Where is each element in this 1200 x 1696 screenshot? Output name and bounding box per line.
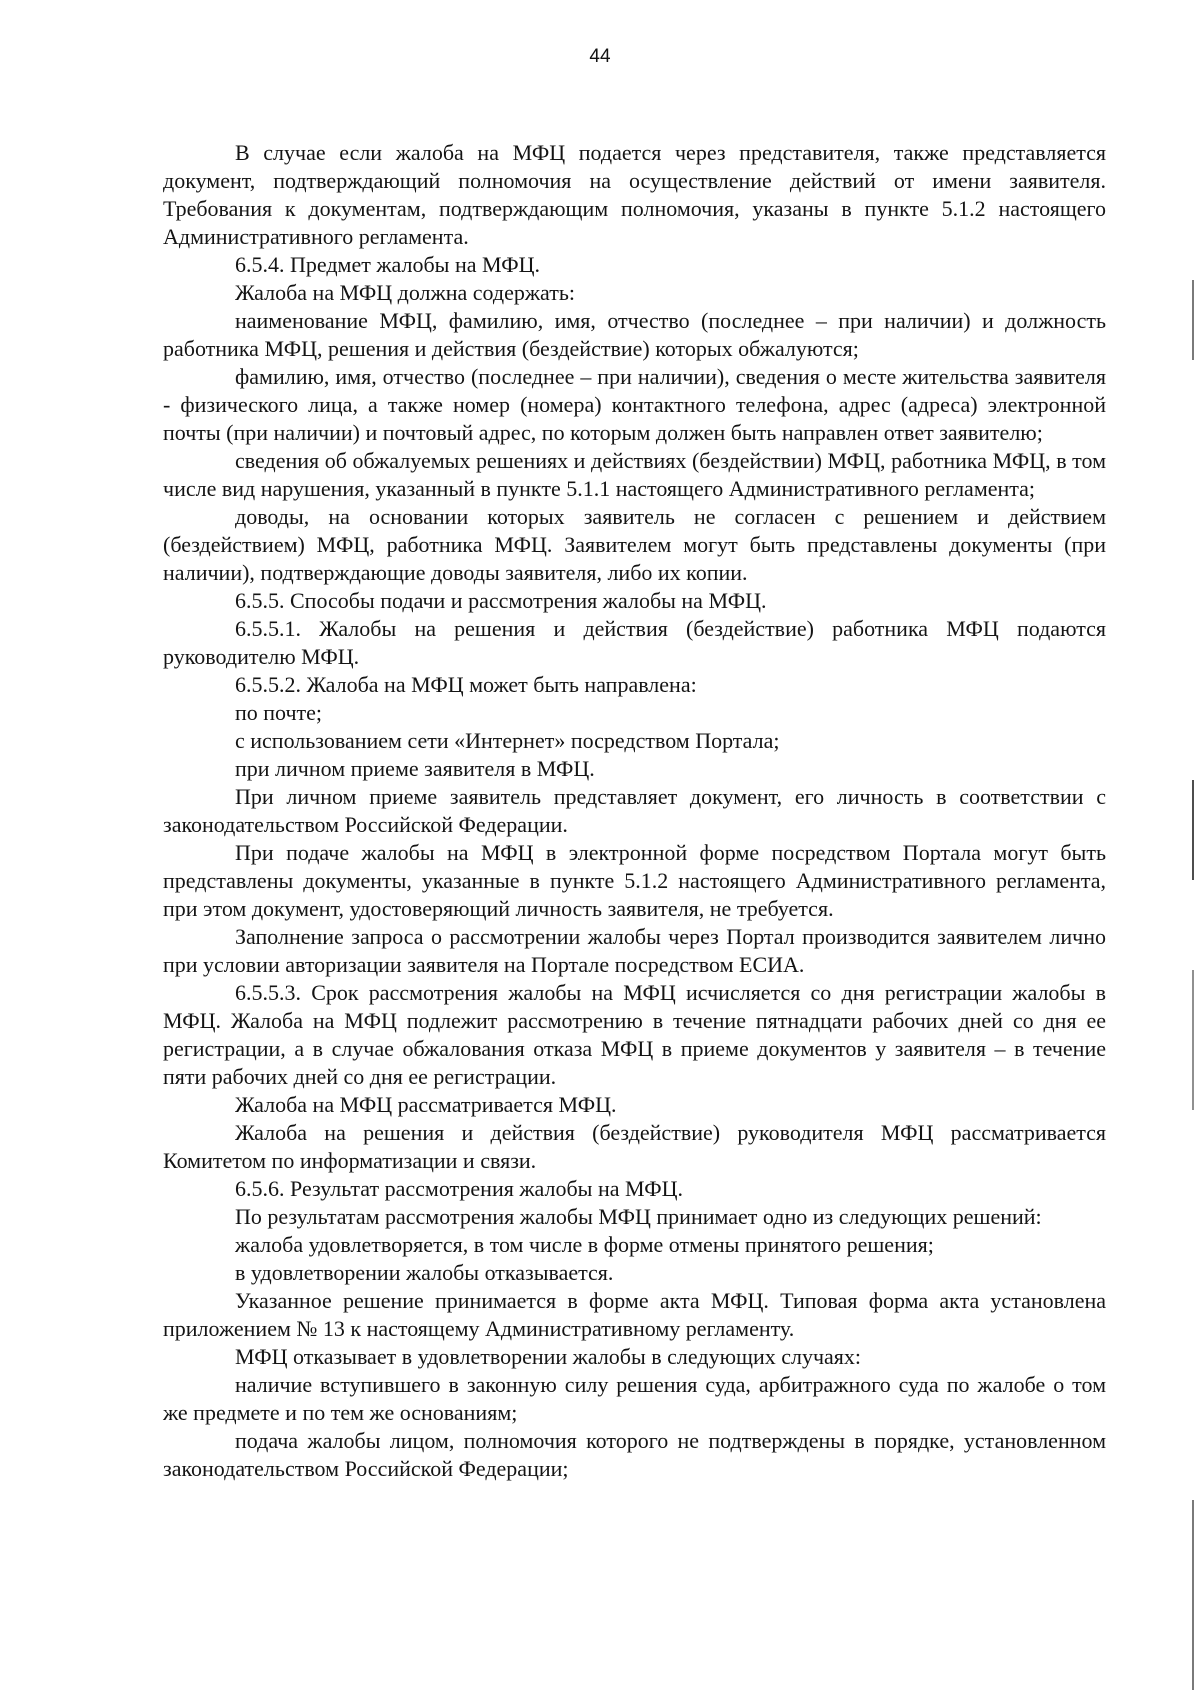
- paragraph: 6.5.5. Способы подачи и рассмотрения жалобы на МФЦ.: [235, 588, 767, 613]
- scan-edge-mark: [1192, 780, 1194, 880]
- paragraph: 6.5.5.2. Жалоба на МФЦ может быть направлена:: [235, 672, 697, 697]
- paragraph: При подаче жалобы на МФЦ в электронной форме посредством Портала могут быть представлены документы, указанные в пункте 5.1.2 настоящего Административного регламента, при этом документ, удостоверяющий личность заявителя, не требуется.: [163, 840, 1106, 921]
- scan-edge-mark: [1192, 1500, 1194, 1690]
- paragraph: Жалоба на МФЦ рассматривается МФЦ.: [235, 1092, 617, 1117]
- paragraph: 6.5.6. Результат рассмотрения жалобы на МФЦ.: [235, 1176, 684, 1201]
- paragraph: в удовлетворении жалобы отказывается.: [235, 1260, 614, 1285]
- paragraph: жалоба удовлетворяется, в том числе в форме отмены принятого решения;: [235, 1232, 934, 1257]
- paragraph: 6.5.4. Предмет жалобы на МФЦ.: [235, 252, 541, 277]
- scan-edge-mark: [1192, 970, 1194, 1110]
- paragraph: Заполнение запроса о рассмотрении жалобы через Портал производится заявителем лично при условии авторизации заявителя на Портале посредством ЕСИА.: [163, 924, 1106, 977]
- paragraph: Жалоба на решения и действия (бездействие) руководителя МФЦ рассматривается Комитетом по информатизации и связи.: [163, 1120, 1106, 1173]
- paragraph: По результатам рассмотрения жалобы МФЦ принимает одно из следующих решений:: [235, 1204, 1042, 1229]
- paragraph: доводы, на основании которых заявитель не согласен с решением и действием (бездействием) МФЦ, работника МФЦ. Заявителем могут быть представлены документы (при наличии), подтверждающие доводы заявителя, либо их копии.: [163, 504, 1106, 585]
- paragraph: МФЦ отказывает в удовлетворении жалобы в следующих случаях:: [235, 1344, 862, 1369]
- paragraph: с использованием сети «Интернет» посредством Портала;: [235, 728, 780, 753]
- document-body: [163, 139, 1106, 1483]
- paragraph: фамилию, имя, отчество (последнее – при наличии), сведения о месте жительства заявителя - физического лица, а также номер (номера) контактного телефона, адрес (адреса) электронной почты (при наличии) и почтовый адрес, по которым должен быть направлен ответ заявителю;: [163, 364, 1106, 445]
- paragraph: При личном приеме заявитель представляет документ, его личность в соответствии с законодательством Российской Федерации.: [163, 784, 1106, 837]
- paragraph: сведения об обжалуемых решениях и действиях (бездействии) МФЦ, работника МФЦ, в том числе вид нарушения, указанный в пункте 5.1.1 настоящего Административного регламента;: [163, 448, 1106, 501]
- paragraph: наименование МФЦ, фамилию, имя, отчество (последнее – при наличии) и должность работника МФЦ, решения и действия (бездействие) которых обжалуются;: [163, 308, 1106, 361]
- scan-edge-mark: [1192, 280, 1194, 360]
- page-number: 44: [589, 46, 611, 67]
- paragraph: подача жалобы лицом, полномочия которого не подтверждены в порядке, установленном законодательством Российской Федерации;: [163, 1428, 1106, 1481]
- paragraph: при личном приеме заявителя в МФЦ.: [235, 756, 595, 781]
- paragraph: наличие вступившего в законную силу решения суда, арбитражного суда по жалобе о том же предмете и по тем же основаниям;: [163, 1372, 1106, 1425]
- paragraph: Указанное решение принимается в форме акта МФЦ. Типовая форма акта установлена приложением № 13 к настоящему Административному регламенту.: [163, 1288, 1106, 1341]
- paragraph: 6.5.5.1. Жалобы на решения и действия (бездействие) работника МФЦ подаются руководителю МФЦ.: [163, 616, 1106, 669]
- paragraph: В случае если жалоба на МФЦ подается через представителя, также представляется документ, подтверждающий полномочия на осуществление действий от имени заявителя. Требования к документам, подтверждающим полномочия, указаны в пункте 5.1.2 настоящего Административного регламента.: [163, 140, 1106, 249]
- paragraph: Жалоба на МФЦ должна содержать:: [235, 280, 576, 305]
- paragraph: по почте;: [235, 700, 323, 725]
- paragraph: 6.5.5.3. Срок рассмотрения жалобы на МФЦ исчисляется со дня регистрации жалобы в МФЦ. Жалоба на МФЦ подлежит рассмотрению в течение пятнадцати рабочих дней со дня ее регистрации, а в случае обжалования отказа МФЦ в приеме документов у заявителя – в течение пяти рабочих дней со дня ее регистрации.: [163, 980, 1106, 1089]
